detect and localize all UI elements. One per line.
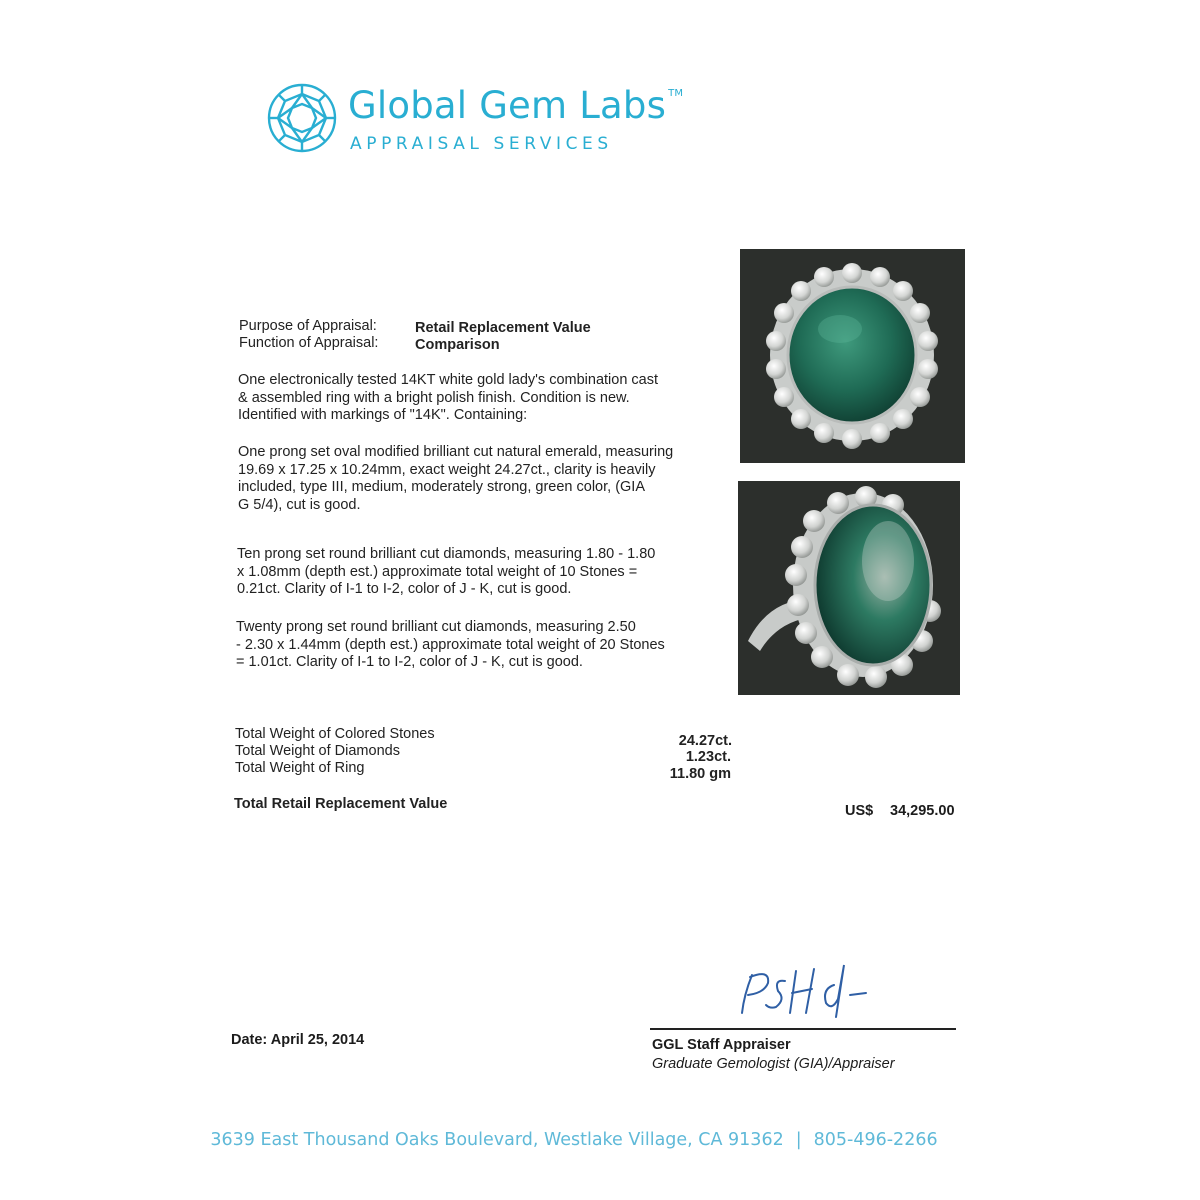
brand-name: Global Gem Labs ™ bbox=[348, 84, 684, 127]
signature-line bbox=[650, 1028, 956, 1030]
total-colored-stones-label: Total Weight of Colored Stones bbox=[235, 726, 435, 742]
appraisal-date: Date: April 25, 2014 bbox=[231, 1032, 365, 1048]
text-line: - 2.30 x 1.44mm (depth est.) approximate total weight of 20 Stones bbox=[236, 636, 665, 653]
ring-description bbox=[238, 372, 708, 425]
text-line: One electronically tested 14KT white gold lady's combination cast bbox=[238, 372, 659, 388]
ring-photo-side bbox=[738, 481, 960, 695]
gem-logo-icon bbox=[266, 82, 338, 154]
brand-tagline: APPRAISAL SERVICES bbox=[350, 134, 613, 154]
footer-separator: | bbox=[795, 1130, 802, 1150]
text-line: included, type III, medium, moderately strong, green color, (GIA bbox=[238, 479, 645, 495]
appraiser-signature bbox=[730, 955, 880, 1025]
total-retail-value-label: Total Retail Replacement Value bbox=[234, 796, 448, 812]
text-line: Ten prong set round brilliant cut diamonds, measuring 1.80 - 1.80 bbox=[237, 546, 656, 562]
twenty-diamonds-description bbox=[236, 619, 706, 672]
total-diamonds-label: Total Weight of Diamonds bbox=[235, 743, 400, 759]
text-line: G 5/4), cut is good. bbox=[238, 496, 361, 513]
text-line: x 1.08mm (depth est.) approximate total weight of 10 Stones = bbox=[237, 563, 638, 580]
text-line: One prong set oval modified brilliant cut natural emerald, measuring bbox=[238, 444, 674, 460]
emerald-description bbox=[238, 444, 708, 514]
total-ring-weight-value: 11.80 gm bbox=[669, 766, 731, 782]
appraiser-name: GGL Staff Appraiser bbox=[652, 1037, 791, 1053]
total-diamonds-value: 1.23ct. bbox=[685, 749, 731, 765]
ten-diamonds-description bbox=[237, 546, 707, 599]
total-colored-stones-value: 24.27ct. bbox=[678, 733, 732, 749]
footer-contact bbox=[0, 1130, 1148, 1150]
purpose-label: Purpose of Appraisal: bbox=[239, 318, 377, 334]
text-line: = 1.01ct. Clarity of I-1 to I-2, color of J - K, cut is good. bbox=[236, 654, 583, 670]
footer-address: 3639 East Thousand Oaks Boulevard, Westlake Village, CA 91362 bbox=[210, 1130, 784, 1150]
text-line: & assembled ring with a bright polish finish. Condition is new. bbox=[238, 389, 630, 406]
currency-label: US$ bbox=[845, 803, 874, 819]
total-retail-value-amount: 34,295.00 bbox=[890, 803, 955, 819]
total-ring-weight-label: Total Weight of Ring bbox=[235, 760, 365, 776]
function-value: Comparison bbox=[415, 337, 500, 353]
text-line: 0.21ct. Clarity of I-1 to I-2, color of J - K, cut is good. bbox=[237, 581, 572, 597]
text-line: 19.69 x 17.25 x 10.24mm, exact weight 24.27ct., clarity is heavily bbox=[238, 461, 656, 478]
purpose-value: Retail Replacement Value bbox=[415, 320, 591, 336]
text-line: Twenty prong set round brilliant cut diamonds, measuring 2.50 bbox=[236, 619, 636, 635]
ring-photo-top bbox=[740, 249, 965, 463]
ring-side-view-image bbox=[738, 481, 960, 695]
function-label: Function of Appraisal: bbox=[239, 335, 379, 351]
trademark: TM bbox=[668, 88, 684, 99]
appraiser-credential: Graduate Gemologist (GIA)/Appraiser bbox=[652, 1056, 895, 1072]
ring-top-view-image bbox=[740, 249, 965, 463]
footer-phone: 805-496-2266 bbox=[813, 1130, 938, 1150]
text-line: Identified with markings of "14K". Containing: bbox=[238, 407, 528, 423]
